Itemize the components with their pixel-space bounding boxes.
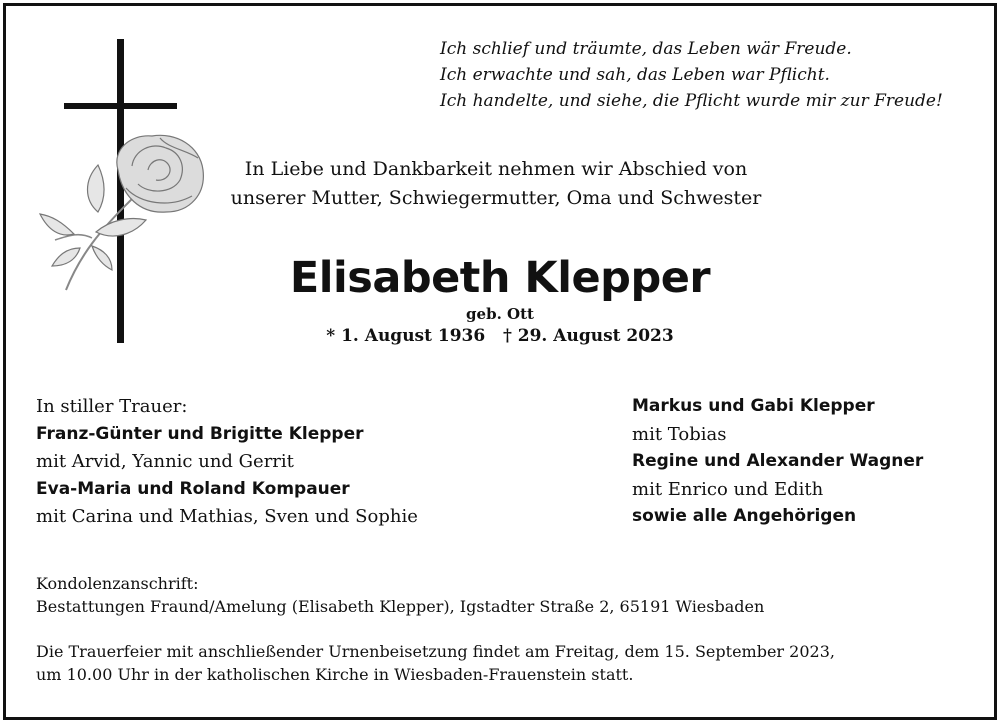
funeral-line: um 10.00 Uhr in der katholischen Kirche in Wiesbaden-Frauenstein statt. [36,665,634,684]
mourners-right [632,393,923,531]
mourner-line: mit Carina und Mathias, Sven und Sophie [36,506,418,527]
condolence-label: Kondolenzanschrift: [36,574,199,593]
deceased-name: Elisabeth Klepper [289,253,711,303]
funeral-line: Die Trauerfeier mit anschließender Urnenbeisetzung findet am Freitag, dem 15. September 2023, [36,642,835,661]
birth-name: geb. Ott [466,305,534,323]
poem-line: Ich handelte, und siehe, die Pflicht wurde mir zur Freude! [440,91,943,111]
condolence-address-text: Bestattungen Fraund/Amelung (Elisabeth Klepper), Igstadter Straße 2, 65191 Wiesbaden [36,597,765,616]
cross-rose-illustration [0,0,220,360]
poem-line: Ich schlief und träumte, das Leben wär Freude. [440,39,852,59]
intro-line: In Liebe und Dankbarkeit nehmen wir Abschied von [244,158,748,180]
mourner-line: In stiller Trauer: [36,396,188,417]
mourner-line: Regine und Alexander Wagner [632,451,924,471]
life-dates-text: * 1. August 1936 † 29. August 2023 [326,326,674,346]
intro-line: unserer Mutter, Schwiegermutter, Oma und Schwester [230,187,762,209]
mourner-line: Franz-Günter und Brigitte Klepper [36,423,364,444]
intro-text [226,155,766,213]
condolence-address [36,572,764,618]
mourner-line: mit Enrico und Edith [632,478,824,500]
mourners-left [36,393,418,531]
mourner-line: mit Arvid, Yannic und Gerrit [36,451,294,472]
mourner-line: Eva-Maria und Roland Kompauer [36,478,350,499]
poem [440,36,943,114]
mourner-line: mit Tobias [632,423,727,445]
mourner-line: sowie alle Angehörigen [632,506,857,526]
life-dates [290,326,710,346]
poem-line: Ich erwachte und sah, das Leben war Pflicht. [440,65,830,85]
funeral-info [36,640,835,686]
mourner-line: Markus und Gabi Klepper [632,396,875,416]
